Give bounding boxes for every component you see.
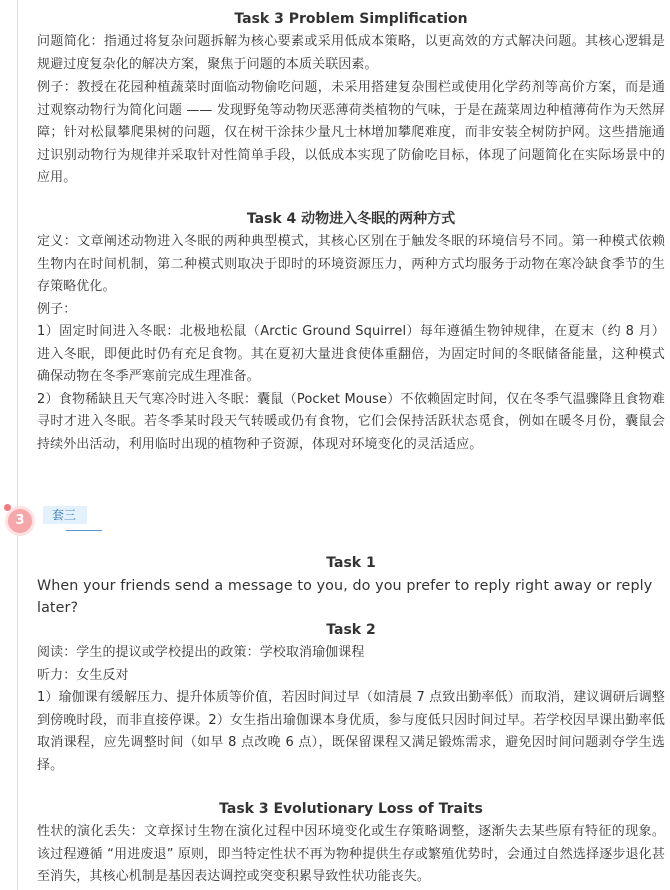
section-number-badge — [5, 506, 35, 536]
listening-line: 听力：女生反对 — [37, 667, 129, 683]
section-heading: Task 2 — [326, 622, 376, 638]
task2-integrated — [37, 619, 665, 777]
section-heading: Task 4 动物进入冬眠的两种方式 — [246, 211, 456, 227]
task1-speaking — [37, 552, 665, 619]
section-number: 3 — [8, 509, 32, 533]
section-heading: Task 1 — [326, 555, 376, 571]
body-paragraph: 1）瑜伽课有缓解压力、提升体质等价值，若因时间过早（如清晨 7 点致出勤率低）而取消，建议调研后调整到傍晚时段，而非直接停课。2）女生指出瑜伽课本身优质，参与度低只因时间过早。若学校因早课出勤率低取消课程，应先调整时间（如早 8 点改晚 6 点），既保留课程又满足锻炼需求，避免因时间问题剥夺学生选择。 — [37, 690, 665, 773]
list-item: 1）固定时间进入冬眠：北极地松鼠（Arctic Ground Squirrel）每年遵循生物钟规律，在夏末（约 8 月）进入冬眠，即便此时仍有充足食物。其在夏初大量进食使体重翻倍，为固定时间的冬眠储备能量，这种模式确保动物在冬季严寒前完成生理准备。 — [37, 324, 665, 384]
set-tag: 套三 — [43, 506, 87, 524]
set-tag-underline — [66, 530, 102, 531]
list-item: 2）食物稀缺且天气寒冷时进入冬眠：囊鼠（Pocket Mouse）不依赖固定时间，仅在冬季气温骤降且食物难寻时才进入冬眠。若冬季某时段天气转暖或仍有食物，它们会保持活跃状态觅食，例如在暖冬月份，囊鼠会持续外出活动，利用临时出现的植物种子资源，体现对环境变化的灵活适应。 — [37, 391, 665, 452]
reading-line: 阅读：学生的提议或学校提出的政策：学校取消瑜伽课程 — [37, 645, 365, 660]
definition-paragraph: 性状的演化丢失：文章探讨生物在演化过程中因环境变化或生存策略调整，逐渐失去某些原有特征的现象。该过程遵循 “用进废退” 原则，即当特定性状不再为物种提供生存或繁殖优势时，会通过自然选择逐步退化甚至消失，其核心机制是基因表达调控或突变积累导致性状功能丧失。 — [37, 824, 665, 884]
question-text: When your friends send a message to you, do you prefer to reply right away or reply later? — [37, 578, 653, 616]
section-heading: Task 3 Evolutionary Loss of Traits — [219, 801, 483, 817]
task3-problem-simplification — [37, 8, 665, 190]
timeline-line — [17, 0, 18, 890]
example-paragraph: 例子：教授在花园种植蔬菜时面临动物偷吃问题，未采用搭建复杂围栏或使用化学药剂等高价方案，而是通过观察动物行为简化问题 —— 发现野兔等动物厌恶薄荷类植物的气味，于是在蔬菜周边种植薄荷作为天然屏障；针对松鼠攀爬果树的问题，仅在树干涂抹少量凡士林增加攀爬难度，而非安装全树防护网。这些措施通过识别动物行为规律并采取针对性简单手段，以低成本实现了防偷吃目标，体现了问题简化在实际场景中的应用。 — [37, 80, 665, 185]
task4-hibernation — [37, 208, 665, 456]
task3-evolutionary-loss — [37, 798, 665, 889]
example-label: 例子： — [37, 301, 77, 317]
definition-paragraph: 问题简化：指通过将复杂问题拆解为核心要素或采用低成本策略，以更高效的方式解决问题。其核心逻辑是规避过度复杂化的解决方案，聚焦于问题的本质关联因素。 — [37, 34, 665, 72]
definition-paragraph: 定义：文章阐述动物进入冬眠的两种典型模式，其核心区别在于触发冬眠的环境信号不同。第一种模式依赖生物内在时间机制，第二种模式则取决于即时的环境资源压力，两种方式均服务于动物在寒冷缺食季节的生存策略优化。 — [37, 234, 665, 294]
section-heading: Task 3 Problem Simplification — [234, 11, 468, 27]
